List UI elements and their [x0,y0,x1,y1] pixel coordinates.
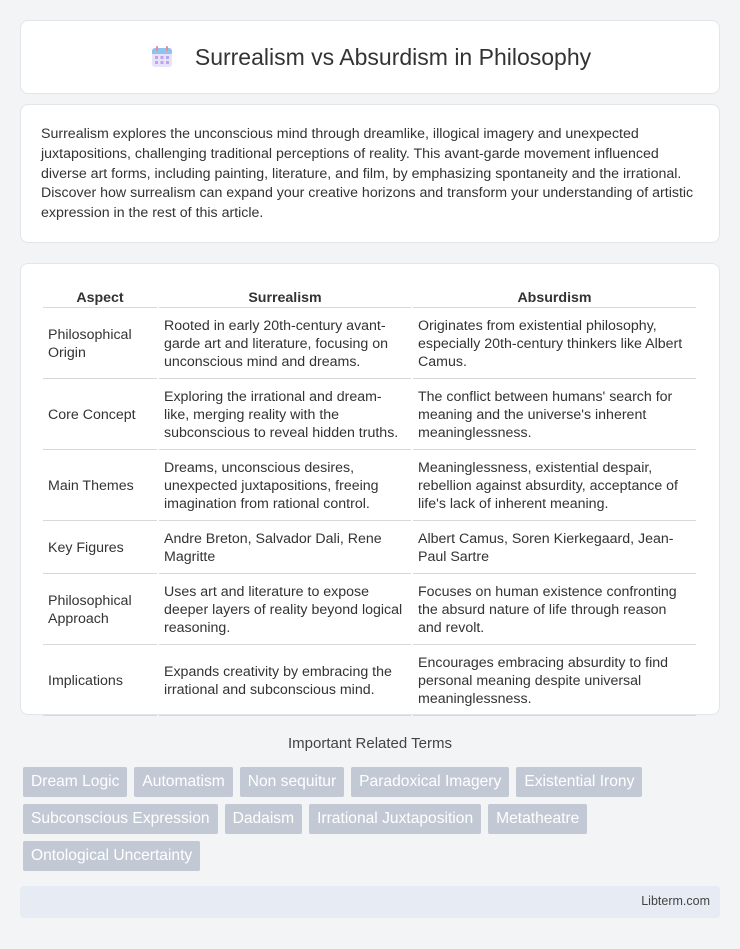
term-tag[interactable]: Paradoxical Imagery [351,767,509,797]
related-terms-title: Important Related Terms [288,735,452,752]
intro-text: Surrealism explores the unconscious mind through dreamlike, illogical imagery and unexpected juxtapositions, challenging traditional perceptions of reality. This avant-garde movement influenced diverse art forms, including painting, literature, and film, by emphasizing spontaneity and the irrational. Discover how surrealism can expand your creative horizons and transform your understanding of artistic expression in the rest of this article. [41,126,694,222]
related-terms-list [23,767,723,878]
footer-link[interactable]: Libterm.com [641,894,710,908]
aspect-cell: Key Figures [43,523,157,574]
table-header-row [43,286,696,308]
term-tag[interactable]: Dadaism [225,804,303,834]
aspect-cell: Implications [43,647,157,716]
term-tag[interactable]: Ontological Uncertainty [23,841,200,871]
absurdism-cell: Focuses on human existence confronting the absurd nature of life through reason and revolt. [413,576,696,645]
term-tag[interactable]: Metatheatre [488,804,587,834]
calendar-icon [149,44,175,70]
surrealism-cell: Exploring the irrational and dream-like, merging reality with the subconscious to reveal hidden truths. [159,381,411,450]
term-tag[interactable]: Irrational Juxtaposition [309,804,481,834]
absurdism-cell: Originates from existential philosophy, especially 20th-century thinkers like Albert Camus. [413,310,696,379]
aspect-cell: Philosophical Approach [43,576,157,645]
table-row [43,647,696,716]
surrealism-cell: Uses art and literature to expose deeper layers of reality beyond logical reasoning. [159,576,411,645]
term-tag[interactable]: Subconscious Expression [23,804,218,834]
comparison-table [41,284,698,718]
term-tag[interactable]: Automatism [134,767,232,797]
footer [20,886,720,918]
header-aspect: Aspect [43,286,157,308]
surrealism-cell: Dreams, unconscious desires, unexpected juxtapositions, freeing imagination from rational control. [159,452,411,521]
absurdism-cell: Encourages embracing absurdity to find personal meaning despite universal meaninglessness. [413,647,696,716]
term-tag[interactable]: Dream Logic [23,767,127,797]
term-tag[interactable]: Non sequitur [240,767,344,797]
term-tag[interactable]: Existential Irony [516,767,642,797]
header-surrealism: Surrealism [159,286,411,308]
page-title: Surrealism vs Absurdism in Philosophy [194,43,592,70]
table-row [43,310,696,379]
table-row [43,523,696,574]
aspect-cell: Core Concept [43,381,157,450]
table-row [43,381,696,450]
absurdism-cell: Albert Camus, Soren Kierkegaard, Jean-Paul Sartre [413,523,696,574]
surrealism-cell: Andre Breton, Salvador Dali, Rene Magritte [159,523,411,574]
absurdism-cell: Meaninglessness, existential despair, rebellion against absurdity, acceptance of life's lack of inherent meaning. [413,452,696,521]
header-card [20,20,720,94]
aspect-cell: Philosophical Origin [43,310,157,379]
intro-card [20,104,720,243]
absurdism-cell: The conflict between humans' search for meaning and the universe's inherent meaninglessness. [413,381,696,450]
surrealism-cell: Rooted in early 20th-century avant-garde art and literature, focusing on unconscious mind and dreams. [159,310,411,379]
table-row [43,452,696,521]
comparison-card [20,263,720,715]
header-absurdism: Absurdism [413,286,696,308]
aspect-cell: Main Themes [43,452,157,521]
surrealism-cell: Expands creativity by embracing the irrational and subconscious mind. [159,647,411,716]
table-row [43,576,696,645]
